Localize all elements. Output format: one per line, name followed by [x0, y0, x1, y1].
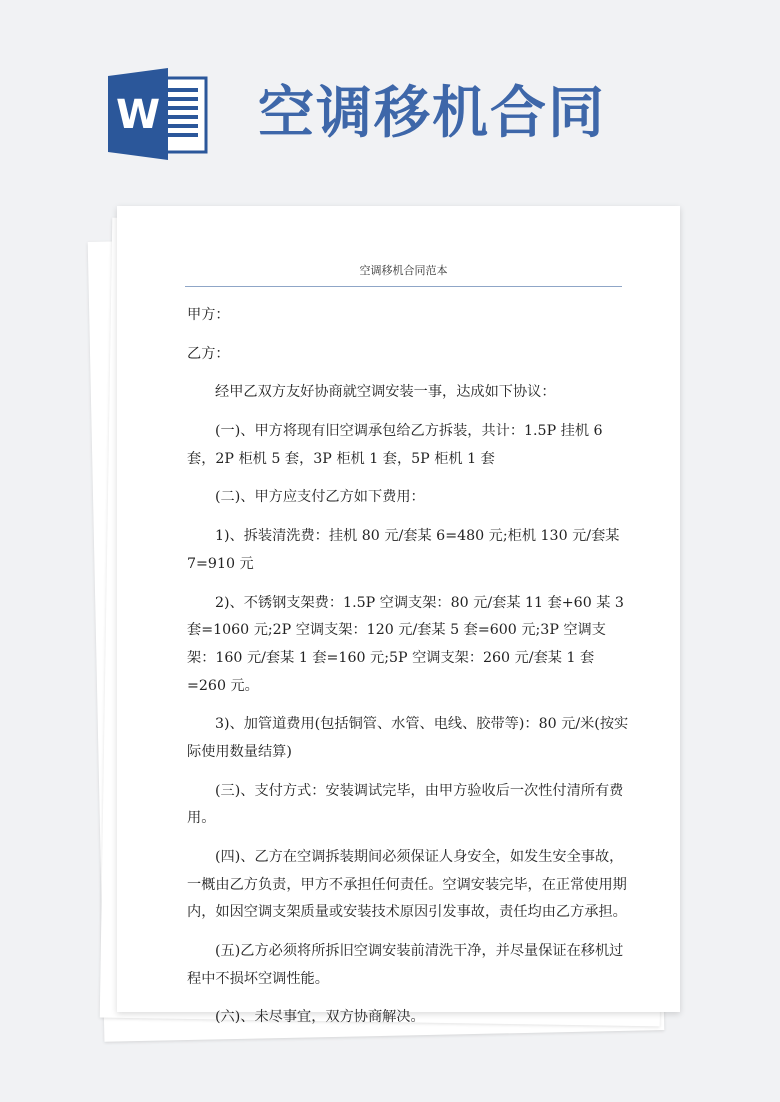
party-b-line: 乙方：	[187, 345, 230, 362]
page-title: 空调移机合同	[258, 81, 606, 146]
clause-3: (三)、支付方式：安装调试完毕，由甲方验收后一次性付清所有费用。	[187, 782, 624, 827]
clause-2: (二)、甲方应支付乙方如下费用：	[215, 489, 425, 506]
clause-1: (一)、甲方将现有旧空调承包给乙方拆装，共计：1.5P 挂机 6 套，2P 柜机 5 套，3P 柜机 1 套，5P 柜机 1 套	[187, 423, 603, 467]
clause-4: (四)、乙方在空调拆装期间必须保证人身安全，如发生安全事故，一概由乙方负责，甲方不承担任何责任。空调安装完毕，在正常使用期内，如因空调支架质量或安装技术原因引发事故，责任均由乙方承担。	[187, 849, 627, 921]
document-running-header: 空调移机合同范本	[185, 262, 622, 287]
fee-item-1: 1)、拆装清洗费：挂机 80 元/套某 6=480 元;柜机 130 元/套某 7=910 元	[187, 528, 620, 572]
fee-item-2: 2)、不锈钢支架费：1.5P 空调支架：80 元/套某 11 套+60 某 3 套=1060 元;2P 空调支架：120 元/套某 5 套=600 元;3P 空调支架：160 元/套某 1 套=160 元;5P 空调支架：260 元/套某 1 套=260 元。	[187, 594, 624, 694]
document-page	[117, 206, 680, 1026]
fee-item-3: 3)、加管道费用(包括铜管、水管、电线、胶带等)：80 元/米(按实际使用数量结算)	[187, 716, 629, 760]
intro-paragraph: 经甲乙双方友好协商就空调安装一事，达成如下协议：	[215, 384, 556, 401]
page-header	[0, 0, 780, 200]
document-body	[187, 302, 629, 1043]
party-a-line: 甲方：	[187, 307, 230, 323]
clause-6: (六)、未尽事宜，双方协商解决。	[215, 1009, 425, 1026]
clause-5: (五)乙方必须将所拆旧空调安装前清洗干净，并尽量保证在移机过程中不损坏空调性能。	[187, 943, 624, 987]
logo-letter: W	[115, 92, 161, 138]
word-document-icon	[108, 68, 208, 160]
